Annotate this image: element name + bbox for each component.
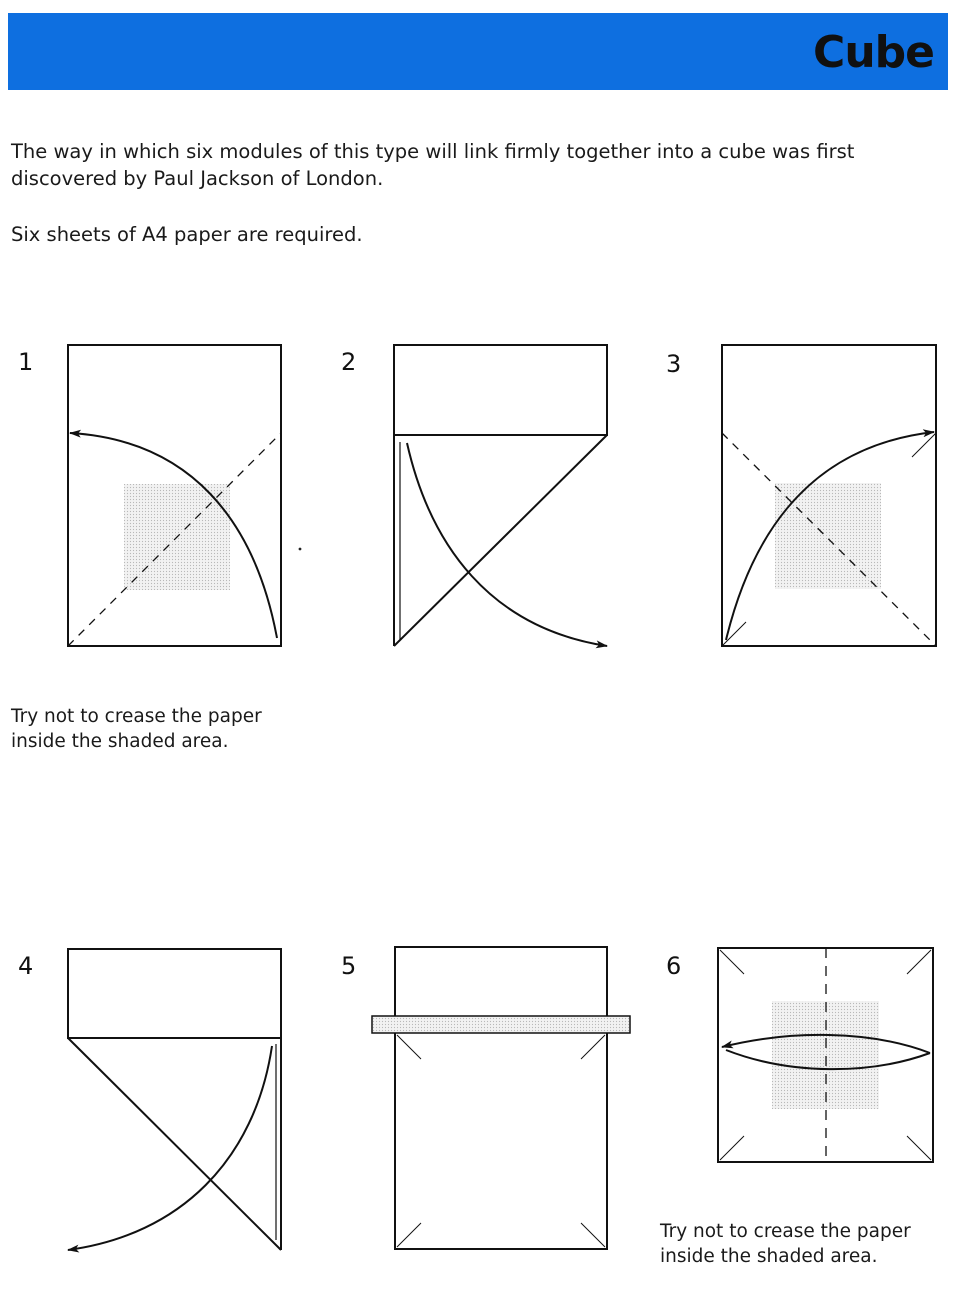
- crease-note-bottom: Try not to crease the paper inside the shaded area.: [660, 1221, 911, 1267]
- diagram-step-5: [372, 947, 630, 1249]
- page-title: Cube: [813, 27, 934, 78]
- step-number-3: 3: [666, 350, 682, 378]
- step-number-4: 4: [18, 952, 34, 980]
- diagram-step-4: [68, 949, 281, 1250]
- step-number-1: 1: [18, 348, 34, 376]
- step-number-5: 5: [341, 952, 357, 980]
- folded-strip: [372, 1016, 630, 1033]
- step-number-6: 6: [666, 952, 682, 980]
- shaded-area: [775, 483, 881, 589]
- diagram-step-3: [722, 345, 936, 646]
- diagram-step-2: [394, 345, 607, 646]
- diagram-step-6: [718, 948, 933, 1162]
- diagram-step-1: [68, 345, 281, 646]
- intro-paragraph: The way in which six modules of this type will link firmly together into a cube was first discovered by Paul Jackson of London.: [11, 140, 855, 190]
- crease-note-top: Try not to crease the paper inside the shaded area.: [11, 706, 262, 752]
- step-number-2: 2: [341, 348, 357, 376]
- requirement-paragraph: Six sheets of A4 paper are required.: [11, 223, 363, 246]
